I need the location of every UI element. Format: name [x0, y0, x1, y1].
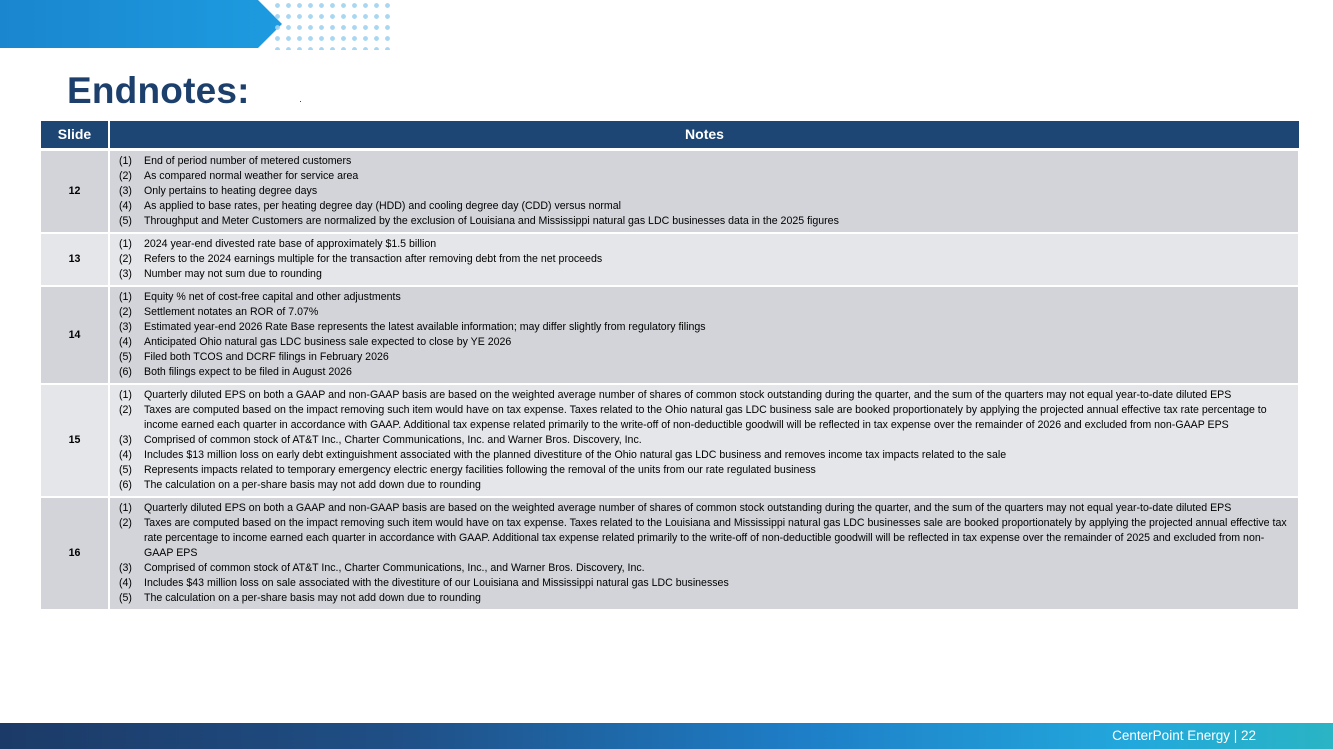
note-number: (1): [119, 291, 132, 303]
note-item: [119, 463, 1290, 478]
note-item: [119, 267, 1290, 282]
note-text: Comprised of common stock of AT&T Inc., Charter Communications, Inc. and Warner Bros. Discovery, Inc.: [144, 434, 642, 446]
note-list: [119, 501, 1290, 606]
note-text: The calculation on a per-share basis may not add down due to rounding: [144, 479, 481, 491]
notes-cell: [109, 150, 1299, 234]
note-item: [119, 169, 1290, 184]
note-text: Both filings expect to be filed in August 2026: [144, 366, 352, 378]
note-item: [119, 320, 1290, 335]
table-header-row: [41, 121, 1299, 150]
note-text: Includes $13 million loss on early debt extinguishment associated with the planned divestiture of the Ohio natural gas LDC business and removes income tax impacts related to the sale: [144, 449, 1007, 461]
note-list: [119, 237, 1290, 282]
slide-number-cell: 16: [41, 497, 109, 610]
note-text: Represents impacts related to temporary emergency electric energy facilities following the removal of the units from our rate regulated business: [144, 464, 816, 476]
note-item: [119, 154, 1290, 169]
table-row: [41, 497, 1299, 610]
note-item: [119, 576, 1290, 591]
note-number: (1): [119, 238, 132, 250]
note-item: [119, 199, 1290, 214]
note-item: [119, 478, 1290, 493]
column-header-slide: Slide: [41, 121, 109, 150]
note-text: Includes $43 million loss on sale associated with the divestiture of our Louisiana and Mississippi natural gas LDC businesses: [144, 577, 729, 589]
note-text: Comprised of common stock of AT&T Inc., Charter Communications, Inc., and Warner Bros. Discovery, Inc.: [144, 562, 645, 574]
note-text: End of period number of metered customers: [144, 155, 352, 167]
note-item: [119, 184, 1290, 199]
slide-number-cell: 15: [41, 384, 109, 497]
note-item: [119, 350, 1290, 365]
slide-number-cell: 12: [41, 150, 109, 234]
note-text: 2024 year-end divested rate base of approximately $1.5 billion: [144, 238, 437, 250]
note-number: (4): [119, 577, 132, 589]
note-item: [119, 501, 1290, 516]
slide-number-cell: 13: [41, 233, 109, 286]
note-text: Taxes are computed based on the impact removing such item would have on tax expense. Taxes related to the Louisiana and Mississippi natural gas LDC businesses sale are booked proportionately by applying the projected annual effective tax rate percentage to income earned each quarter in accordance with GAAP. Additional tax expense related primarily to the write-off of non-deductible goodwill will be reflected in tax expense over the remainder of 2025 and excluded from non-GAAP EPS: [144, 517, 1287, 559]
table-row: [41, 233, 1299, 286]
note-number: (2): [119, 170, 132, 182]
table-body: [41, 150, 1299, 611]
column-header-notes: Notes: [109, 121, 1299, 150]
table-row: [41, 150, 1299, 234]
note-text: Refers to the 2024 earnings multiple for the transaction after removing debt from the net proceeds: [144, 253, 603, 265]
note-number: (3): [119, 185, 132, 197]
table-row: [41, 286, 1299, 384]
slide-number-cell: 14: [41, 286, 109, 384]
note-number: (3): [119, 434, 132, 446]
note-text: As compared normal weather for service area: [144, 170, 359, 182]
notes-cell: [109, 286, 1299, 384]
note-list: [119, 154, 1290, 229]
note-text: As applied to base rates, per heating degree day (HDD) and cooling degree day (CDD) versus normal: [144, 200, 621, 212]
note-text: Number may not sum due to rounding: [144, 268, 322, 280]
note-item: [119, 290, 1290, 305]
decorative-dot: [300, 101, 301, 102]
note-text: Quarterly diluted EPS on both a GAAP and non-GAAP basis are based on the weighted average number of shares of common stock outstanding during the quarter, and the sum of the quarters may not equal year-to-date diluted EPS: [144, 389, 1232, 401]
note-number: (4): [119, 336, 132, 348]
note-text: The calculation on a per-share basis may not add down due to rounding: [144, 592, 481, 604]
note-list: [119, 388, 1290, 493]
notes-cell: [109, 384, 1299, 497]
note-number: (6): [119, 479, 132, 491]
endnotes-table: [41, 121, 1300, 611]
notes-cell: [109, 233, 1299, 286]
note-number: (5): [119, 351, 132, 363]
top-accent-banner: [0, 0, 282, 48]
note-number: (2): [119, 404, 132, 416]
note-text: Taxes are computed based on the impact removing such item would have on tax expense. Taxes related to the Ohio natural gas LDC business sale are booked proportionately by applying the projected annual effective tax rate percentage to income earned each quarter in accordance with GAAP. Additional tax expense related primarily to the write-off of non-deductible goodwill will be reflected in tax expense over the remainder of 2026 and excluded from non-GAAP EPS: [144, 404, 1267, 431]
note-item: [119, 433, 1290, 448]
note-item: [119, 214, 1290, 229]
note-number: (6): [119, 366, 132, 378]
note-number: (2): [119, 517, 132, 529]
note-list: [119, 290, 1290, 380]
notes-cell: [109, 497, 1299, 610]
note-text: Anticipated Ohio natural gas LDC business sale expected to close by YE 2026: [144, 336, 512, 348]
note-text: Filed both TCOS and DCRF filings in February 2026: [144, 351, 389, 363]
note-number: (1): [119, 155, 132, 167]
note-number: (3): [119, 321, 132, 333]
note-number: (4): [119, 449, 132, 461]
note-item: [119, 237, 1290, 252]
note-item: [119, 516, 1290, 561]
note-text: Settlement notates an ROR of 7.07%: [144, 306, 319, 318]
decorative-dot-pattern: [272, 0, 402, 50]
note-number: (1): [119, 502, 132, 514]
note-number: (5): [119, 215, 132, 227]
note-number: (2): [119, 306, 132, 318]
note-item: [119, 305, 1290, 320]
table-row: [41, 384, 1299, 497]
note-number: (5): [119, 592, 132, 604]
note-number: (4): [119, 200, 132, 212]
note-item: [119, 403, 1290, 433]
note-text: Equity % net of cost-free capital and other adjustments: [144, 291, 401, 303]
note-text: Only pertains to heating degree days: [144, 185, 318, 197]
note-item: [119, 591, 1290, 606]
note-item: [119, 335, 1290, 350]
note-text: Throughput and Meter Customers are normalized by the exclusion of Louisiana and Mississippi natural gas LDC businesses data in the 2025 figures: [144, 215, 839, 227]
note-item: [119, 561, 1290, 576]
note-item: [119, 448, 1290, 463]
footer-page-label: CenterPoint Energy | 22: [1112, 728, 1256, 743]
note-text: Estimated year-end 2026 Rate Base represents the latest available information; may differ slightly from regulatory filings: [144, 321, 706, 333]
note-item: [119, 365, 1290, 380]
note-text: Quarterly diluted EPS on both a GAAP and non-GAAP basis are based on the weighted average number of shares of common stock outstanding during the quarter, and the sum of the quarters may not equal year-to-date diluted EPS: [144, 502, 1232, 514]
note-number: (3): [119, 562, 132, 574]
note-number: (3): [119, 268, 132, 280]
note-number: (5): [119, 464, 132, 476]
note-number: (2): [119, 253, 132, 265]
note-number: (1): [119, 389, 132, 401]
note-item: [119, 252, 1290, 267]
page-title: Endnotes:: [67, 70, 250, 111]
note-item: [119, 388, 1290, 403]
